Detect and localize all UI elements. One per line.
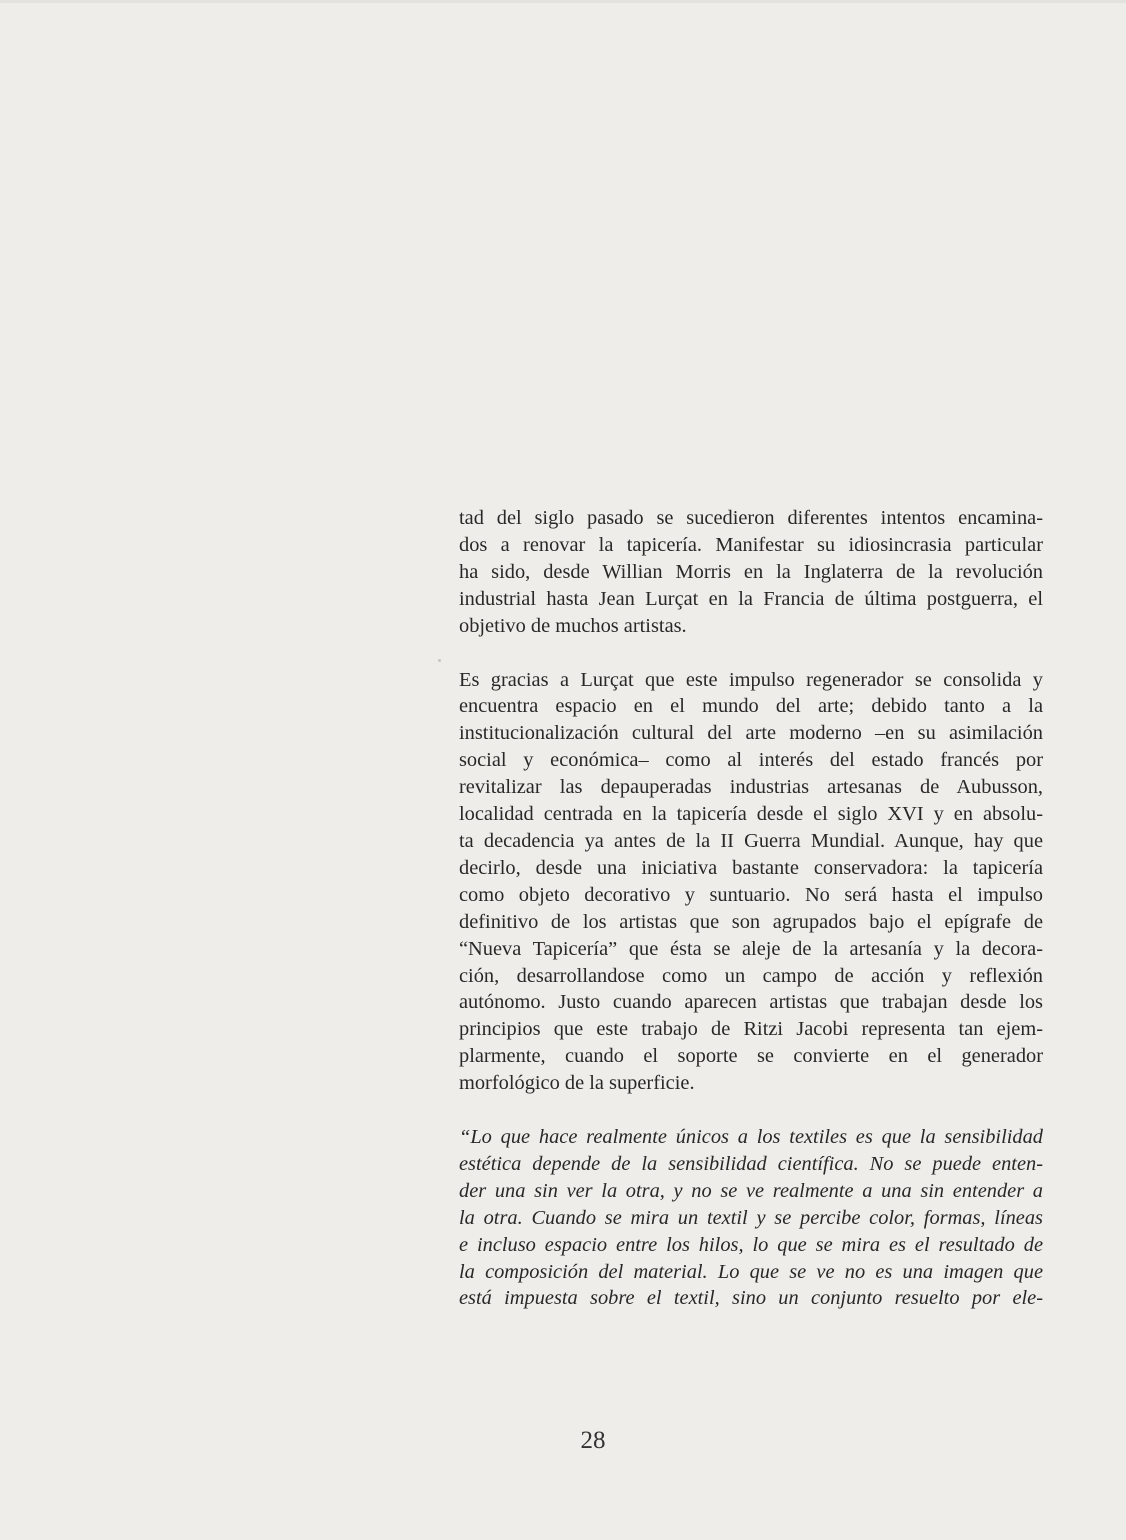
text-line: objetivo de muchos artistas. [459, 614, 687, 637]
quote-line: la composición del material. Lo que se ve no es una imagen que [459, 1260, 1043, 1283]
page-top-edge [0, 0, 1126, 3]
text-line: ta decadencia ya antes de la II Guerra Mundial. Aunque, hay que [459, 829, 1043, 852]
text-line: plarmente, cuando el soporte se convierte en el generador [459, 1045, 1043, 1068]
paragraph-1 [459, 505, 1043, 640]
quote-line: “Lo que hace realmente únicos a los textiles es que la sensibilidad [459, 1126, 1043, 1149]
text-line: encuentra espacio en el mundo del arte; debido tanto a la [459, 695, 1043, 718]
quote-paragraph [459, 1124, 1043, 1312]
text-line: revitalizar las depauperadas industrias artesanas de Aubusson, [459, 776, 1043, 799]
text-line: tad del siglo pasado se sucedieron diferentes intentos encamina- [459, 507, 1043, 529]
text-line: industrial hasta Jean Lurçat en la Francia de última postguerra, el [459, 587, 1043, 610]
quote-line: der una sin ver la otra, y no se ve realmente a una sin entender a [459, 1179, 1043, 1202]
quote-line: está impuesta sobre el textil, sino un conjunto resuelto por ele- [459, 1287, 1043, 1310]
quote-line: la otra. Cuando se mira un textil y se percibe color, formas, líneas [459, 1206, 1043, 1229]
text-line: dos a renovar la tapicería. Manifestar su idiosincrasia particular [459, 533, 1043, 556]
text-line: ha sido, desde Willian Morris en la Inglaterra de la revolución [459, 560, 1043, 583]
paragraph-2 [459, 667, 1043, 1098]
text-line: “Nueva Tapicería” que ésta se aleje de la artesanía y la decora- [459, 937, 1043, 960]
text-line: institucionalización cultural del arte moderno –en su asimilación [459, 722, 1043, 745]
text-line: Es gracias a Lurçat que este impulso regenerador se consolida y [459, 668, 1043, 691]
quote-line: e incluso espacio entre los hilos, lo que se mira es el resultado de [459, 1233, 1043, 1256]
paper-speck [438, 659, 441, 662]
text-line: principios que este trabajo de Ritzi Jacobi representa tan ejem- [459, 1018, 1043, 1041]
text-line: autónomo. Justo cuando aparecen artistas que trabajan desde los [459, 991, 1043, 1014]
text-line: definitivo de los artistas que son agrupados bajo el epígrafe de [459, 910, 1043, 933]
quote-line: estética depende de la sensibilidad científica. No se puede enten- [459, 1152, 1043, 1175]
text-line: decirlo, desde una iniciativa bastante conservadora: la tapicería [459, 856, 1043, 879]
text-line: localidad centrada en la tapicería desde el siglo XVI y en absolu- [459, 803, 1043, 826]
page-number: 28 [580, 1427, 606, 1454]
text-line: ción, desarrollandose como un campo de acción y reflexión [459, 964, 1043, 987]
text-line: como objeto decorativo y suntuario. No será hasta el impulso [459, 883, 1043, 906]
text-line: social y económica– como al interés del estado francés por [459, 749, 1043, 772]
body-text [459, 505, 1043, 1312]
text-line: morfológico de la superficie. [459, 1072, 695, 1095]
